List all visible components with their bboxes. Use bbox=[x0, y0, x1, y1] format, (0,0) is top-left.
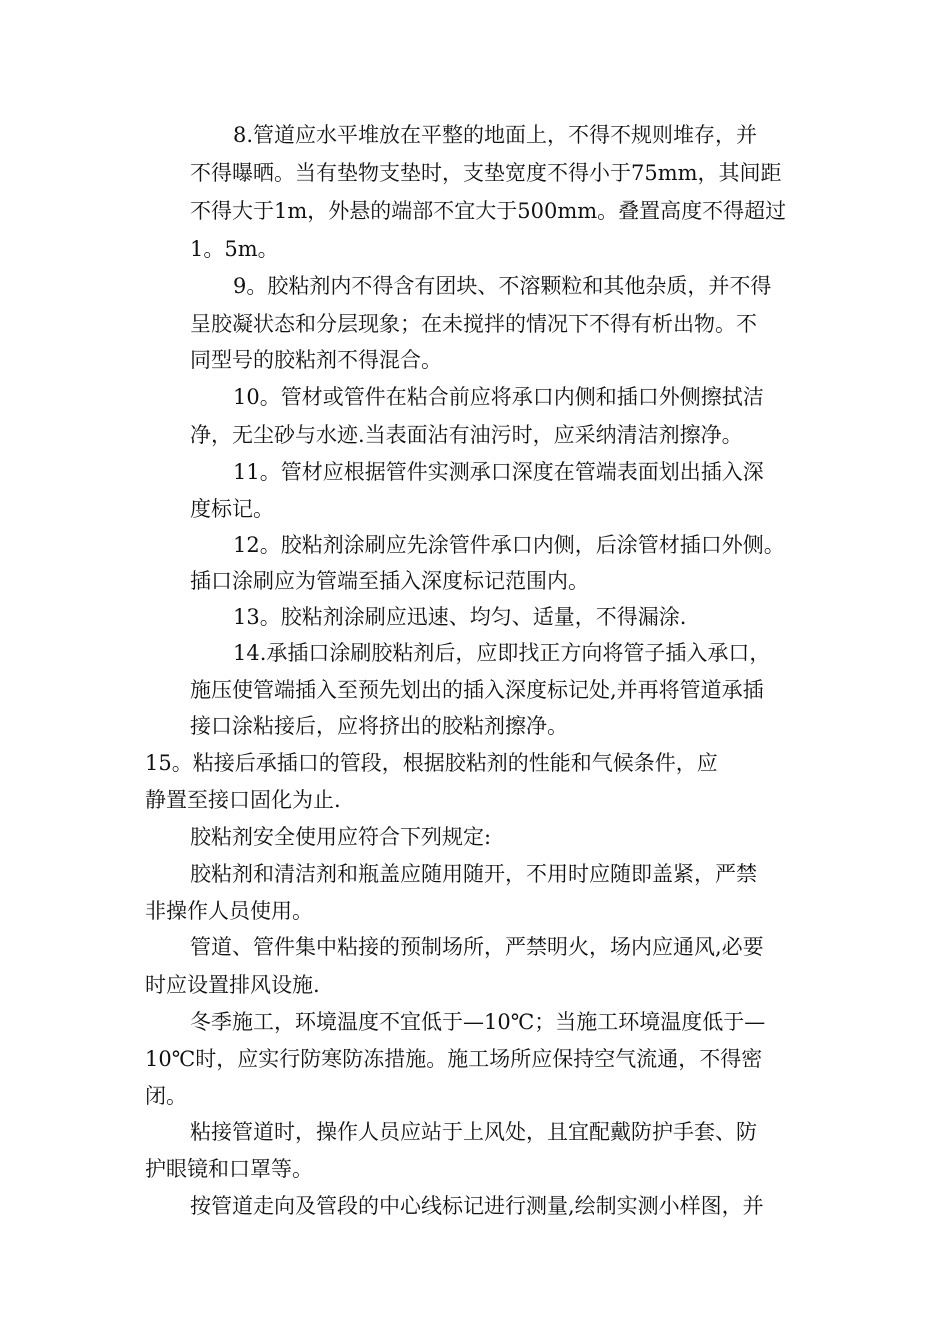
text-line: 管道、管件集中粘接的预制场所，严禁明火，场内应通风,必要 bbox=[190, 935, 764, 959]
text-line: 14.承插口涂刷胶粘剂后，应即找正方向将管子插入承口， bbox=[233, 641, 771, 665]
text-line: 1。5m。 bbox=[190, 237, 279, 261]
text-line: 11。管材应根据管件实测承口深度在管端表面划出插入深 bbox=[233, 460, 764, 484]
text-line: 不得曝晒。当有垫物支垫时，支垫宽度不得小于75mm，其间距 bbox=[190, 161, 782, 185]
text-line: 10℃时，应实行防寒防冻措施。施工场所应保持空气流通，不得密 bbox=[145, 1047, 763, 1071]
text-line: 9。胶粘剂内不得含有团块、不溶颗粒和其他杂质，并不得 bbox=[233, 274, 772, 298]
text-line: 15。粘接后承插口的管段，根据胶粘剂的性能和气候条件，应 bbox=[145, 751, 718, 775]
text-line: 净，无尘砂与水迹.当表面沾有油污时，应采纳清洁剂擦净。 bbox=[190, 423, 743, 447]
text-line: 13。胶粘剂涂刷应迅速、均匀、适量，不得漏涂. bbox=[233, 605, 687, 629]
text-line: 非操作人员使用。 bbox=[145, 899, 313, 923]
text-line: 胶粘剂和清洁剂和瓶盖应随用随开，不用时应随即盖紧，严禁 bbox=[190, 862, 757, 886]
text-line: 静置至接口固化为止. bbox=[145, 788, 341, 812]
text-line: 按管道走向及管段的中心线标记进行测量,绘制实测小样图，并 bbox=[190, 1194, 764, 1218]
text-line: 时应设置排风设施. bbox=[145, 973, 320, 997]
text-line: 12。胶粘剂涂刷应先涂管件承口内侧，后涂管材插口外侧。 bbox=[233, 533, 785, 557]
text-line: 8.管道应水平堆放在平整的地面上，不得不规则堆存，并 bbox=[233, 123, 758, 147]
text-line: 10。管材或管件在粘合前应将承口内侧和插口外侧擦拭洁 bbox=[233, 385, 764, 409]
text-line: 呈胶凝状态和分层现象；在未搅拌的情况下不得有析出物。不 bbox=[190, 312, 757, 336]
text-line: 插口涂刷应为管端至插入深度标记范围内。 bbox=[190, 569, 589, 593]
text-line: 度标记。 bbox=[190, 497, 274, 521]
text-line: 粘接管道时，操作人员应站于上风处，且宜配戴防护手套、防 bbox=[190, 1120, 757, 1144]
text-line: 胶粘剂安全使用应符合下列规定: bbox=[190, 825, 492, 849]
text-line: 闭。 bbox=[145, 1084, 187, 1108]
text-line: 接口涂粘接后，应将挤出的胶粘剂擦净。 bbox=[190, 714, 568, 738]
text-line: 施压使管端插入至预先划出的插入深度标记处,并再将管道承插 bbox=[190, 678, 764, 702]
text-line: 同型号的胶粘剂不得混合。 bbox=[190, 348, 442, 372]
text-line: 护眼镜和口罩等。 bbox=[145, 1157, 313, 1181]
text-line: 冬季施工，环境温度不宜低于—10℃；当施工环境温度低于— bbox=[190, 1010, 766, 1034]
text-line: 不得大于1m，外悬的端部不宜大于500mm。叠置高度不得超过 bbox=[190, 199, 787, 223]
